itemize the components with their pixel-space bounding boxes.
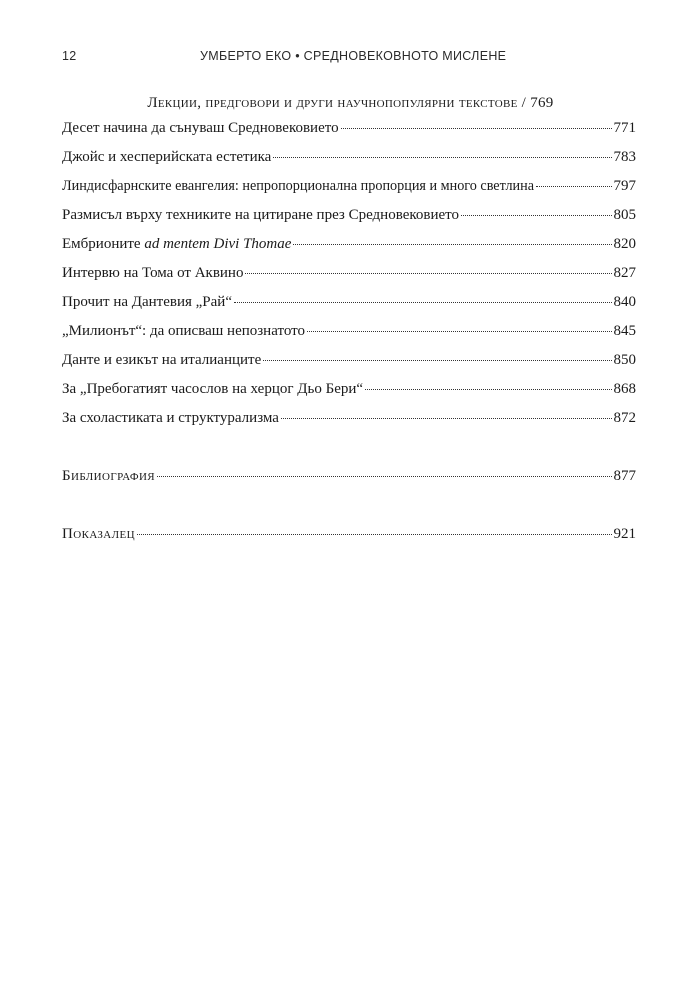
toc-entry-page: 771 bbox=[613, 120, 636, 136]
toc-entry-title: Прочит на Дантевия „Рай“ bbox=[62, 294, 232, 310]
toc-entry bbox=[62, 120, 636, 142]
toc-entry-title: Линдисфарнските евангелия: непропорционална пропорция и много светлина bbox=[62, 178, 535, 194]
dot-leader bbox=[234, 301, 612, 303]
toc-entry-title: Джойс и хесперийската естетика bbox=[62, 149, 272, 165]
toc-entry-title: Показалец bbox=[62, 526, 135, 542]
page-number: 12 bbox=[62, 49, 77, 63]
toc-entry-page: 827 bbox=[613, 265, 636, 281]
toc-entry-page: 850 bbox=[613, 352, 636, 368]
dot-leader bbox=[137, 533, 612, 535]
toc-entry bbox=[62, 352, 636, 374]
toc-entry bbox=[62, 410, 636, 432]
toc-entry-page: 840 bbox=[613, 294, 636, 310]
dot-leader bbox=[245, 272, 611, 274]
toc-entry-page: 845 bbox=[613, 323, 636, 339]
page-header bbox=[0, 49, 700, 69]
toc-entry-index bbox=[62, 526, 636, 548]
toc-entry bbox=[62, 323, 636, 345]
toc-entry-title bbox=[62, 236, 291, 253]
section-heading: Лекции, предговори и други научнопопулярни текстове / 769 bbox=[147, 95, 554, 111]
toc-entry-page: 872 bbox=[613, 410, 636, 426]
toc-entry-page: 783 bbox=[613, 149, 636, 165]
toc-entry-page: 877 bbox=[613, 468, 636, 484]
toc-entry bbox=[62, 236, 636, 258]
toc-entry-page: 797 bbox=[613, 178, 636, 194]
toc-entry-title: Данте и езикът на италианците bbox=[62, 352, 262, 368]
toc-entry-title-prefix: Ембрионите bbox=[62, 236, 145, 252]
dot-leader bbox=[293, 243, 611, 245]
dot-leader bbox=[157, 475, 611, 477]
toc-entry-bibliography bbox=[62, 468, 636, 490]
toc-entry-title: Библиография bbox=[62, 468, 156, 484]
running-head: УМБЕРТО ЕКО • СРЕДНОВЕКОВНОТО МИСЛЕНЕ bbox=[200, 49, 507, 63]
dot-leader bbox=[263, 359, 611, 361]
toc-entry-title: За схоластиката и структурализма bbox=[62, 410, 279, 426]
toc-entry bbox=[62, 381, 636, 403]
dot-leader bbox=[273, 156, 611, 158]
toc-entry-page: 820 bbox=[613, 236, 636, 252]
toc-entry-title: Размисъл върху техниките на цитиране през Средновековието bbox=[62, 207, 460, 223]
toc-entry-title: Интервю на Тома от Аквино bbox=[62, 265, 244, 281]
toc-entry-page: 868 bbox=[613, 381, 636, 397]
toc-entry bbox=[62, 178, 636, 200]
toc-entry-page: 805 bbox=[613, 207, 636, 223]
dot-leader bbox=[365, 388, 611, 390]
dot-leader bbox=[461, 214, 611, 216]
dot-leader bbox=[536, 185, 611, 187]
toc-entry-page: 921 bbox=[613, 526, 636, 542]
toc-entry-title: Десет начина да сънуваш Средновековието bbox=[62, 120, 339, 136]
toc-entry-title-italic: ad mentem Divi Thomae bbox=[144, 236, 292, 252]
dot-leader bbox=[281, 417, 612, 419]
toc-entry-title: „Милионът“: да описваш непознатото bbox=[62, 323, 305, 339]
toc-entry-title: За „Пребогатият часослов на херцог Дьо Бери“ bbox=[62, 381, 364, 397]
toc-entry bbox=[62, 207, 636, 229]
toc-entry bbox=[62, 294, 636, 316]
toc-entry bbox=[62, 149, 636, 171]
toc-entry bbox=[62, 265, 636, 287]
dot-leader bbox=[307, 330, 612, 332]
dot-leader bbox=[341, 127, 612, 129]
